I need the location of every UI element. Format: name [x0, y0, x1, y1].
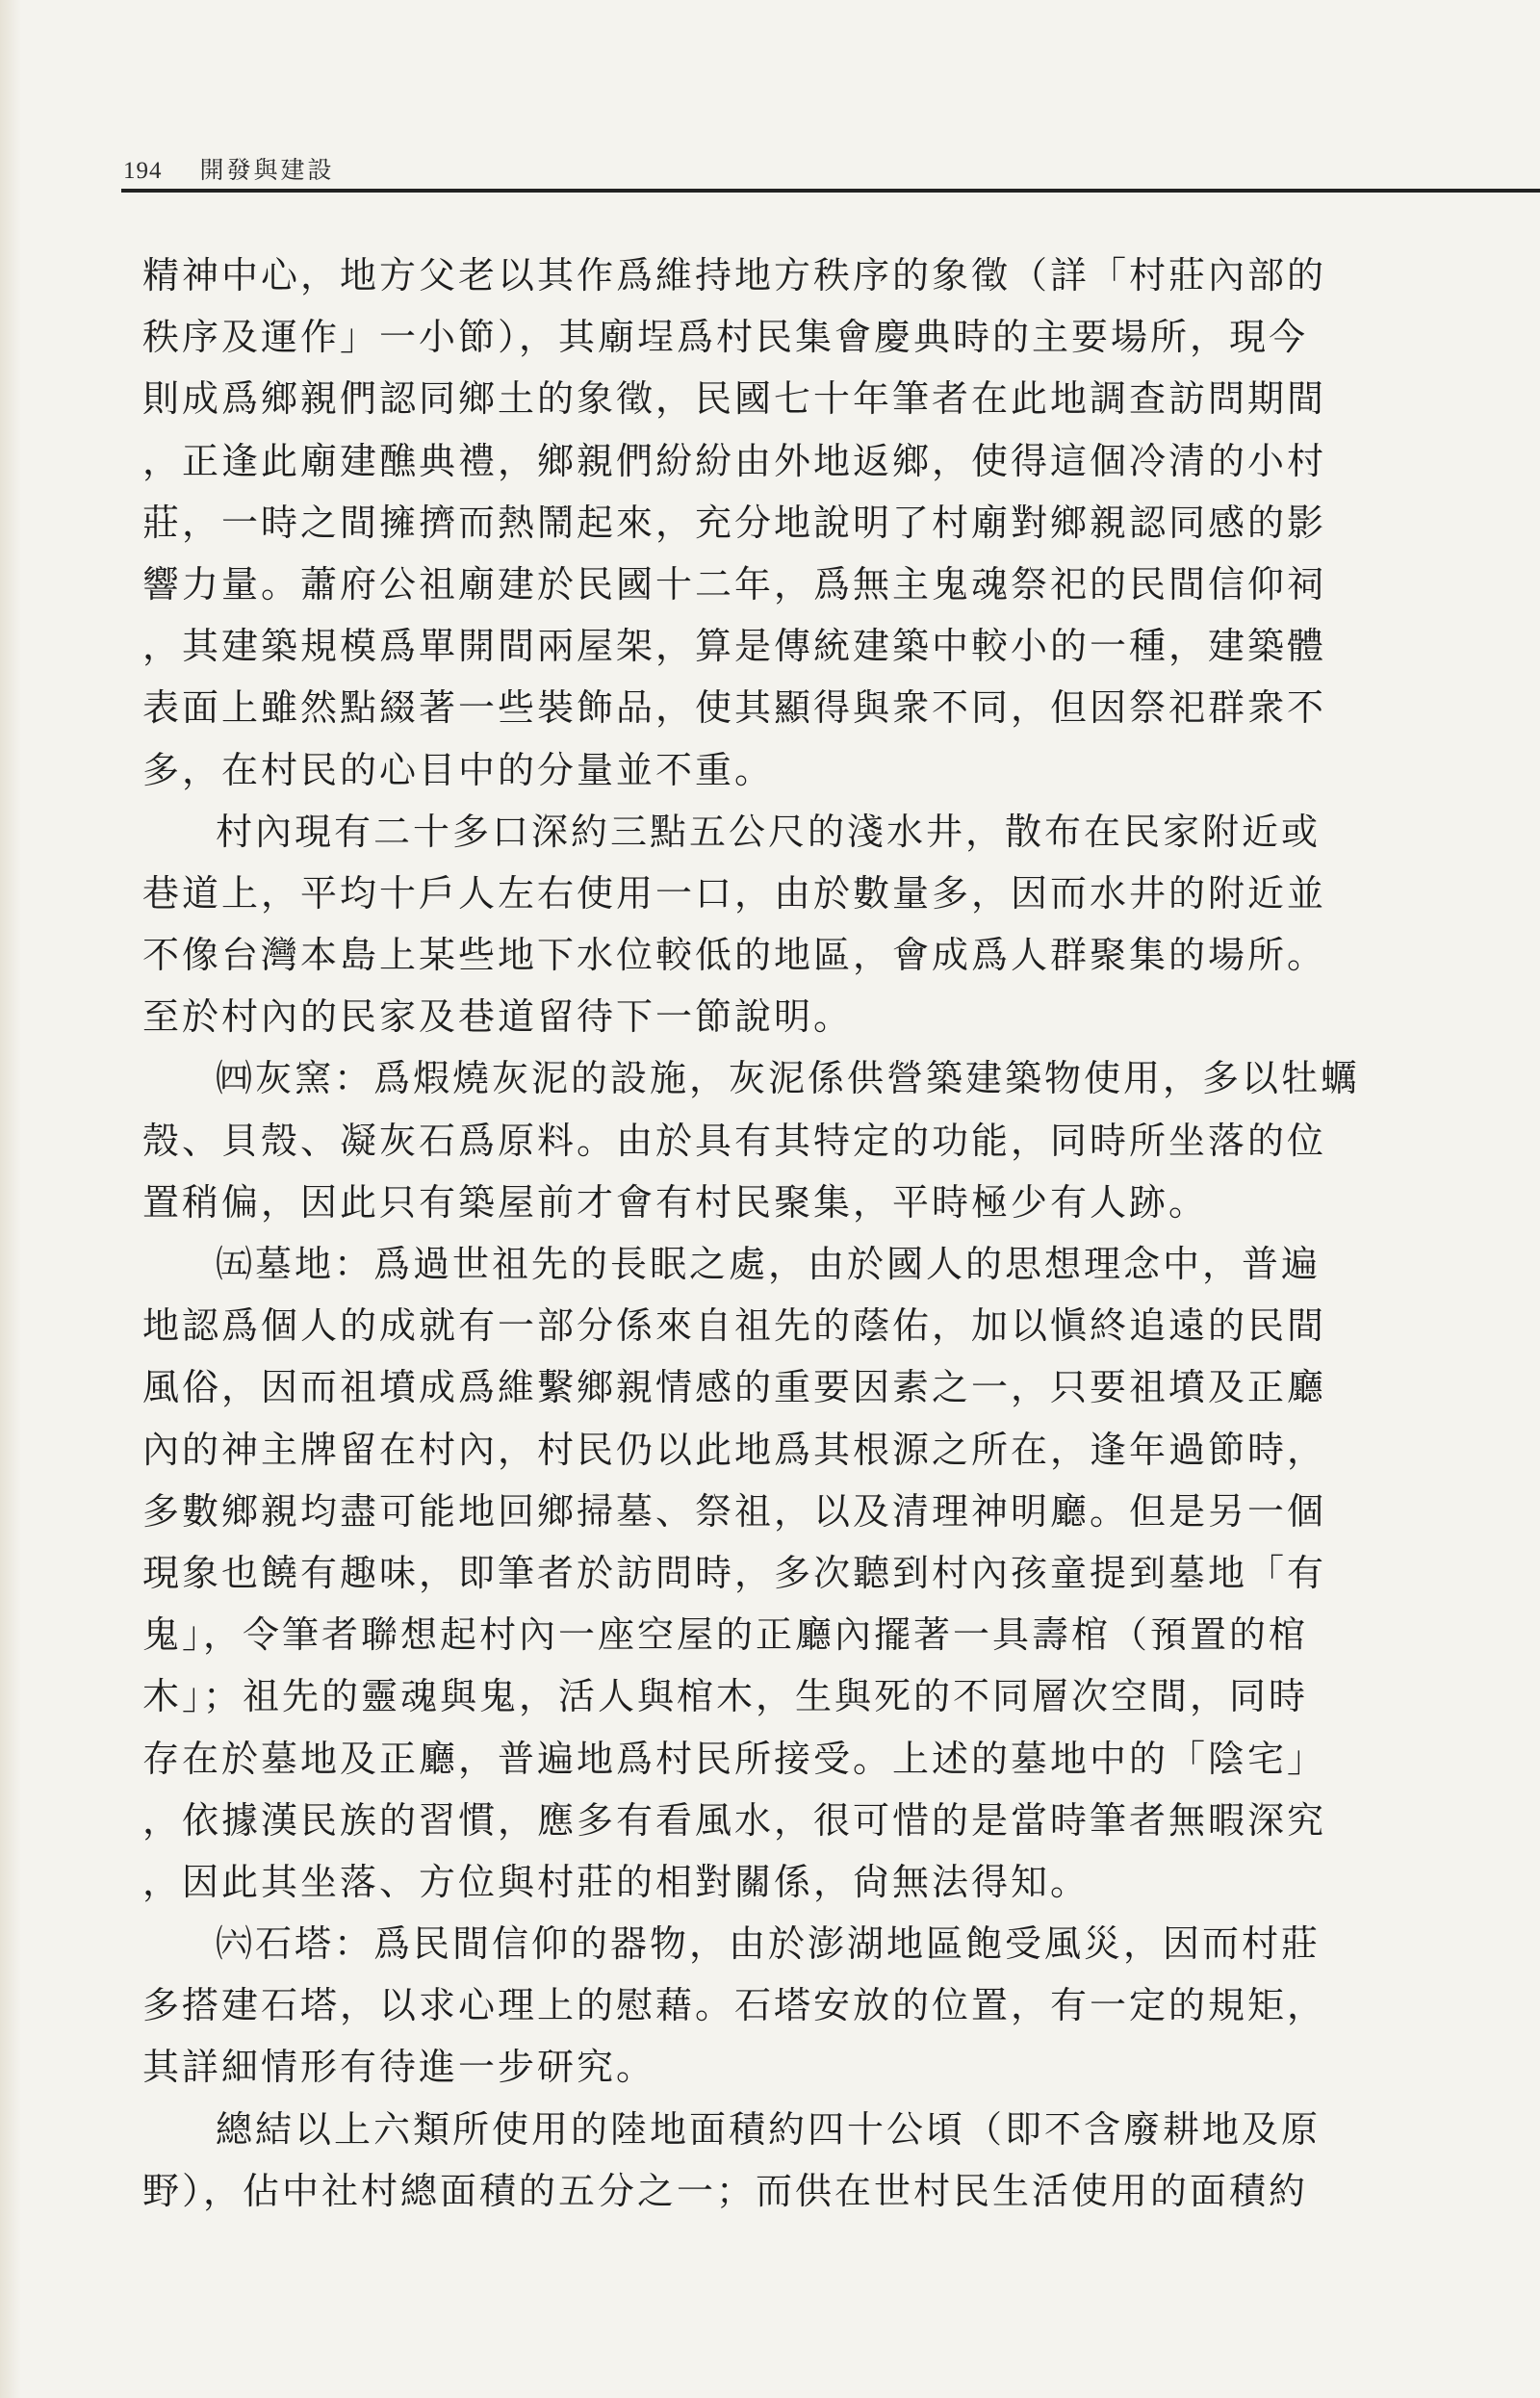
- text-line: 巷道上，平均十戶人左右使用一口，由於數量多，因而水井的附近並: [142, 871, 1327, 915]
- text-line: 現象也饒有趣味，即筆者於訪問時，多次聽到村內孩童提到墓地「有: [142, 1551, 1327, 1594]
- text-line: 則成爲鄉親們認同鄉土的象徵，民國七十年筆者在此地調查訪問期間: [142, 377, 1327, 421]
- book-title: 開發與建設: [199, 156, 335, 184]
- text-line: 風俗，因而祖墳成爲維繫鄉親情感的重要因素之一，只要祖墳及正廳: [142, 1366, 1327, 1409]
- text-line: 多搭建石塔，以求心理上的慰藉。石塔安放的位置，有一定的規矩，: [142, 1984, 1327, 2027]
- text-line: 多數鄉親均盡可能地回鄉掃墓、祭祖，以及清理神明廳。但是另一個: [142, 1489, 1327, 1533]
- text-line: 存在於墓地及正廳，普遍地爲村民所接受。上述的墓地中的「陰宅」: [142, 1737, 1327, 1780]
- text-line: 精神中心，地方父老以其作爲維持地方秩序的象徵（詳「村莊內部的: [142, 254, 1327, 297]
- text-line: 地認爲個人的成就有一部分係來自祖先的蔭佑，加以愼終追遠的民間: [142, 1304, 1327, 1348]
- page-number: 194: [123, 158, 163, 184]
- paragraph-start-line: 村內現有二十多口深約三點五公尺的淺水井，散布在民家附近或: [216, 810, 1322, 853]
- text-line: 響力量。蕭府公祖廟建於民國十二年，爲無主鬼魂祭祀的民間信仰祠: [142, 562, 1327, 606]
- text-line: 殼、貝殼、凝灰石爲原料。由於具有其特定的功能，同時所坐落的位: [142, 1119, 1327, 1162]
- paragraph-start-line: 總結以上六類所使用的陸地面積約四十公頃（即不含廢耕地及原: [216, 2107, 1322, 2151]
- text-line: 至於村內的民家及巷道留待下一節說明。: [142, 995, 854, 1039]
- text-line: ，因此其坐落、方位與村莊的相對關係，尙無法得知。: [142, 1860, 1091, 1903]
- text-line: 野），佔中社村總面積的五分之一；而供在世村民生活使用的面積約: [142, 2169, 1309, 2212]
- text-line: 表面上雖然點綴著一些裝飾品，使其顯得與衆不同，但因祭祀群衆不: [142, 686, 1327, 730]
- text-line: 不像台灣本島上某些地下水位較低的地區，會成爲人群聚集的場所。: [142, 934, 1327, 977]
- text-line: ，正逢此廟建醮典禮，鄉親們紛紛由外地返鄉，使得這個冷清的小村: [142, 439, 1327, 482]
- text-line: ，其建築規模爲單開間兩屋架，算是傳統建築中較小的一種，建築體: [142, 625, 1327, 668]
- paragraph-start-line: ㈥石塔：爲民間信仰的器物，由於澎湖地區飽受風災，因而村莊: [216, 1922, 1322, 1966]
- running-head: [123, 154, 1540, 187]
- text-line: 木」；祖先的靈魂與鬼，活人與棺木，生與死的不同層次空間，同時: [142, 1675, 1309, 1718]
- body-text: [142, 245, 1521, 2222]
- text-line: 其詳細情形有待進一步研究。: [142, 2046, 656, 2089]
- paragraph-start-line: ㈤墓地：爲過世祖先的長眠之處，由於國人的思想理念中，普遍: [216, 1243, 1322, 1285]
- text-line: 置稍偏，因此只有築屋前才會有村民聚集，平時極少有人跡。: [142, 1180, 1209, 1224]
- header-rule: [121, 189, 1540, 193]
- text-line: 多，在村民的心目中的分量並不重。: [142, 748, 775, 791]
- paragraph-start-line: ㈣灰窯：爲煆燒灰泥的設施，灰泥係供營築建築物使用，多以牡蠣: [216, 1057, 1361, 1100]
- text-line: 內的神主牌留在村內，村民仍以此地爲其根源之所在，逢年過節時，: [142, 1428, 1327, 1471]
- text-line: 莊，一時之間擁擠而熱鬧起來，充分地說明了村廟對鄉親認同感的影: [142, 501, 1327, 544]
- text-line: 鬼」，令筆者聯想起村內一座空屋的正廳內擺著一具壽棺（預置的棺: [142, 1613, 1309, 1657]
- text-line: 秩序及運作」一小節），其廟埕爲村民集會慶典時的主要場所，現今: [142, 316, 1309, 359]
- text-line: ，依據漢民族的習慣，應多有看風水，很可惜的是當時筆者無暇深究: [142, 1798, 1327, 1842]
- page-edge-shadow: [0, 0, 21, 2398]
